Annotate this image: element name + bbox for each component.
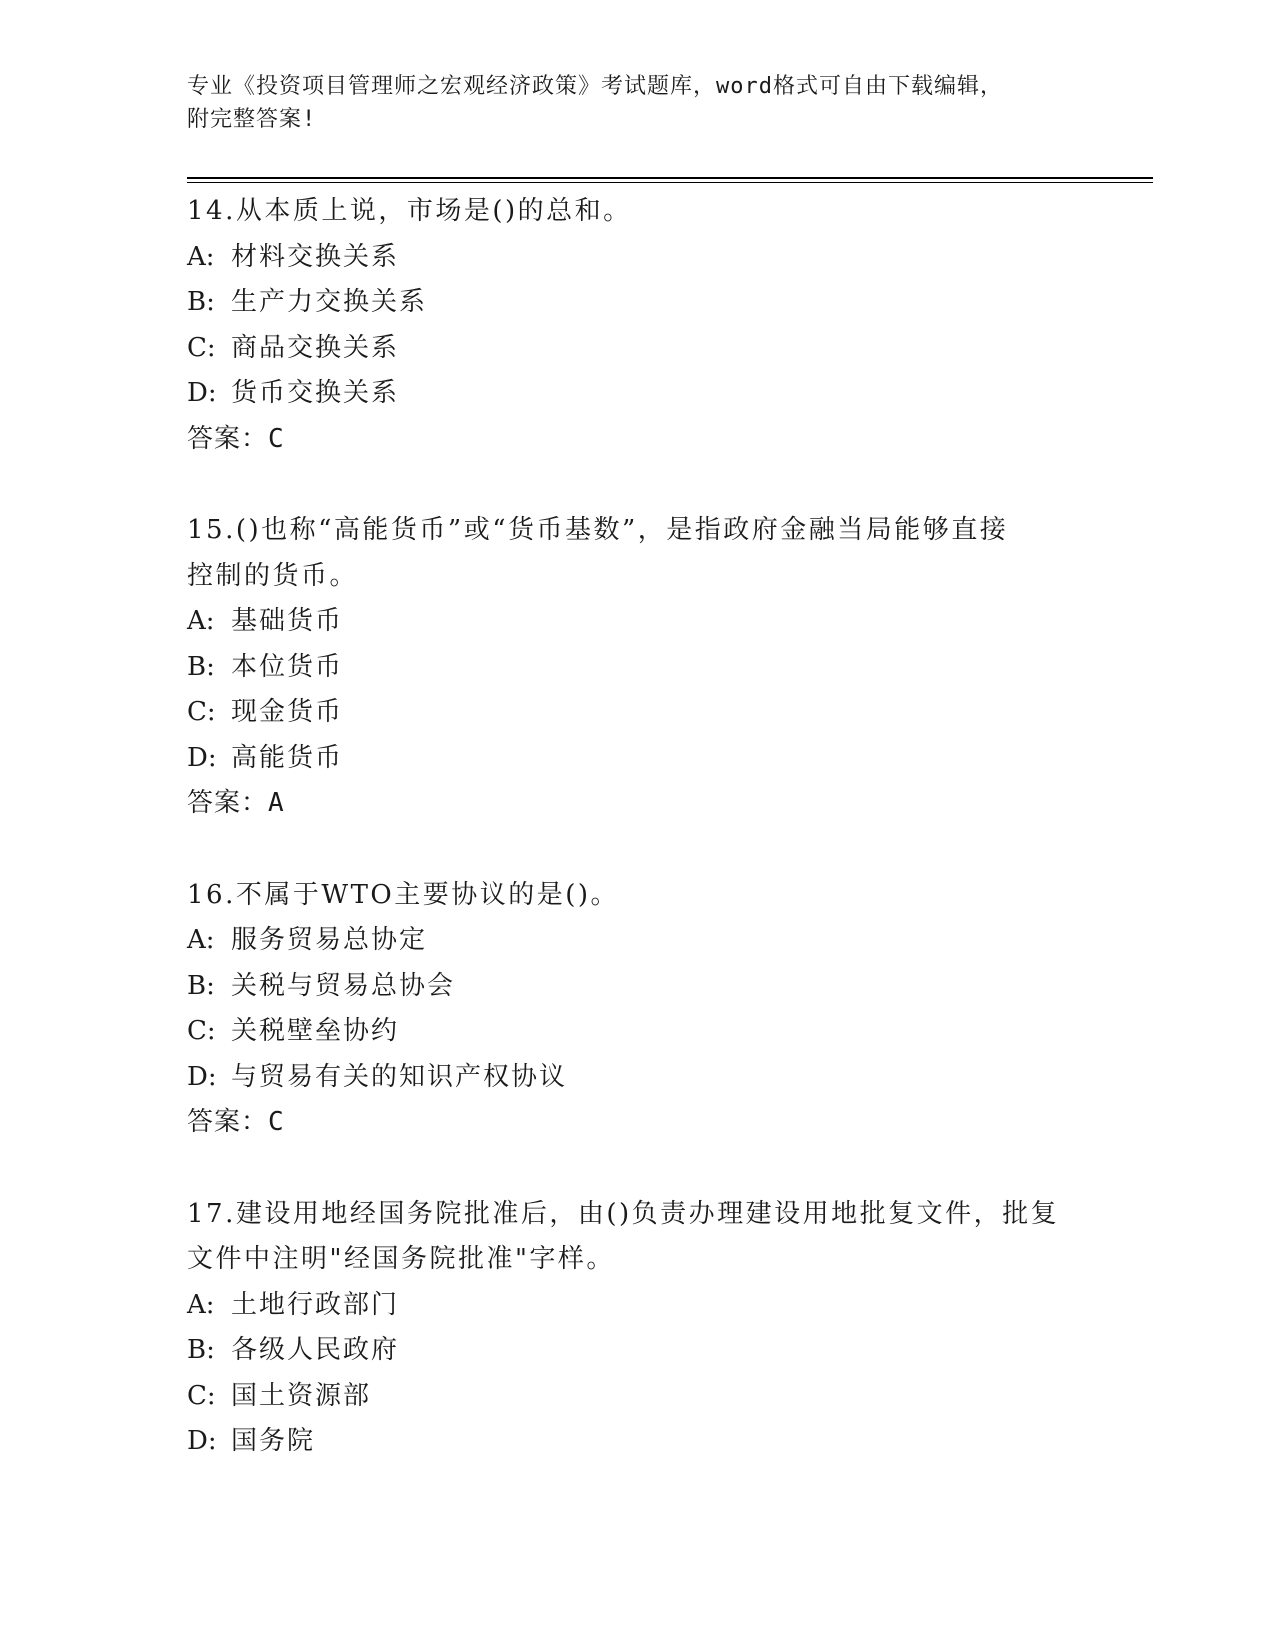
option-letter: B: (187, 651, 215, 682)
header-line-2: 附完整答案! (187, 107, 317, 132)
question-14 (187, 189, 1087, 462)
option-c (187, 1009, 1087, 1055)
option-text: 商品交换关系 (231, 332, 400, 363)
question-15 (187, 508, 1087, 827)
option-d (187, 371, 1087, 417)
option-a (187, 918, 1087, 964)
header-divider-thick (187, 177, 1153, 179)
answer-line: 答案：C (187, 1107, 285, 1137)
option-text: 国土资源部 (231, 1380, 372, 1411)
option-letter: C: (187, 1016, 216, 1046)
option-letter: B: (187, 970, 215, 1001)
option-letter: A: (187, 1289, 215, 1320)
option-text: 本位货币 (231, 651, 344, 682)
question-16 (187, 873, 1087, 1146)
option-text: 服务贸易总协定 (231, 925, 428, 955)
option-a (187, 1283, 1087, 1329)
answer-line: 答案：C (187, 423, 285, 454)
option-text: 高能货币 (231, 742, 344, 773)
option-letter: C: (187, 1380, 216, 1411)
option-text: 关税壁垒协约 (231, 1016, 400, 1046)
option-b (187, 645, 1087, 691)
question-stem: 17.建设用地经国务院批准后，由()负责办理建设用地批复文件，批复 (187, 1198, 1060, 1229)
option-text: 基础货币 (231, 606, 344, 636)
question-stem: 14.从本质上说，市场是()的总和。 (187, 196, 632, 226)
option-text: 与贸易有关的知识产权协议 (231, 1061, 568, 1092)
option-text: 材料交换关系 (231, 241, 400, 272)
option-text: 土地行政部门 (231, 1289, 400, 1320)
option-text: 货币交换关系 (231, 378, 400, 408)
option-c (187, 326, 1087, 372)
question-stem: 16.不属于WTO主要协议的是()。 (187, 879, 620, 910)
option-text: 各级人民政府 (231, 1335, 400, 1365)
option-letter: D: (187, 378, 217, 408)
header-line-1: 专业《投资项目管理师之宏观经济政策》考试题库，word格式可自由下载编辑， (187, 74, 1003, 99)
option-text: 生产力交换关系 (231, 287, 428, 317)
option-letter: C: (187, 697, 216, 727)
question-17 (187, 1192, 1087, 1465)
option-a (187, 599, 1087, 645)
question-stem-continued: 文件中注明"经国务院批准"字样。 (187, 1244, 615, 1274)
option-b (187, 1328, 1087, 1374)
question-list (187, 189, 1087, 1511)
option-d (187, 1055, 1087, 1101)
header-divider-thin (187, 182, 1153, 183)
option-letter: D: (187, 1426, 217, 1456)
option-text: 关税与贸易总协会 (231, 970, 456, 1001)
option-letter: A: (187, 925, 215, 955)
option-text: 国务院 (231, 1426, 316, 1456)
question-stem-continued: 控制的货币。 (187, 560, 359, 591)
option-d (187, 736, 1087, 782)
option-text: 现金货币 (231, 697, 344, 727)
option-letter: B: (187, 1335, 215, 1365)
option-letter: A: (187, 606, 215, 636)
option-a (187, 235, 1087, 281)
answer-line: 答案：A (187, 788, 285, 818)
option-letter: A: (187, 241, 215, 272)
document-header (187, 70, 1067, 136)
option-d (187, 1419, 1087, 1465)
option-letter: D: (187, 742, 217, 773)
option-c (187, 690, 1087, 736)
option-b (187, 280, 1087, 326)
option-c (187, 1374, 1087, 1420)
option-b (187, 964, 1087, 1010)
option-letter: B: (187, 287, 215, 317)
option-letter: C: (187, 332, 216, 363)
question-stem: 15.()也称“高能货币”或“货币基数”，是指政府金融当局能够直接 (187, 515, 1009, 545)
option-letter: D: (187, 1061, 217, 1092)
